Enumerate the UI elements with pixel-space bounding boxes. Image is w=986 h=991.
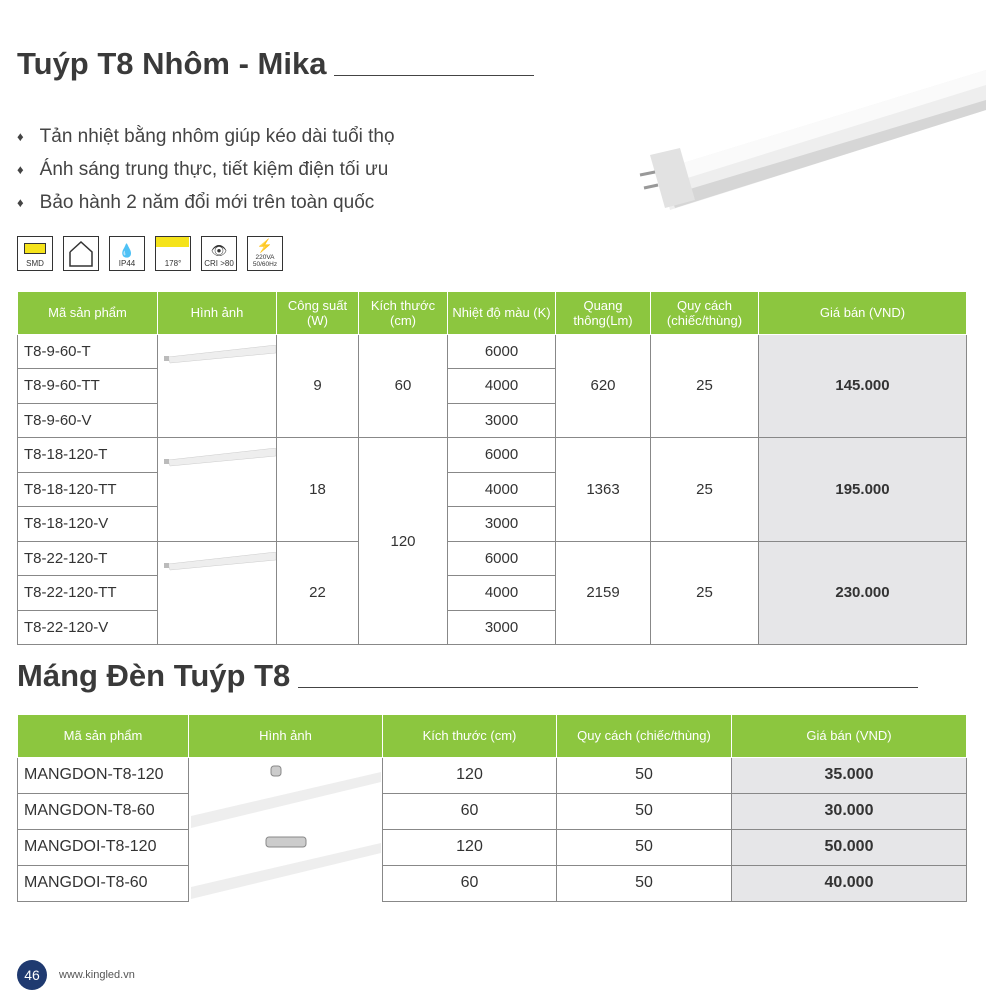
price-cell: 40.000 [732, 865, 967, 901]
section-title-tube [17, 46, 534, 82]
header-size: Kích thước (cm) [359, 292, 448, 334]
smd-icon: SMD [17, 236, 53, 271]
table-header-row [18, 715, 967, 757]
color-temp-cell: 6000 [448, 541, 556, 576]
spec-icons [17, 236, 283, 271]
feature-item [17, 186, 395, 219]
indoor-icon [63, 236, 99, 271]
title-underline [298, 687, 918, 689]
header-price: Giá bán (VND) [759, 292, 967, 334]
table-header-row [18, 292, 967, 334]
title-text: Tuýp T8 Nhôm - Mika [17, 46, 327, 81]
product-code: T8-18-120-TT [18, 472, 158, 507]
size-cell: 60 [383, 865, 557, 901]
feature-text: Bảo hành 2 năm đổi mới trên toàn quốc [39, 191, 375, 213]
product-code: T8-9-60-V [18, 403, 158, 438]
price-cell: 230.000 [759, 541, 967, 645]
size-cell: 60 [383, 793, 557, 829]
pack-cell: 50 [557, 829, 732, 865]
table-row [18, 334, 967, 369]
product-code: MANGDOI-T8-60 [18, 865, 189, 901]
header-image: Hình ảnh [158, 292, 277, 334]
lumen-cell: 1363 [556, 438, 651, 542]
table-row [18, 757, 967, 793]
beam-angle-icon: 178° [155, 236, 191, 271]
tube-product-image [620, 60, 986, 220]
header-pack: Quy cách (chiếc/thùng) [651, 292, 759, 334]
price-cell: 35.000 [732, 757, 967, 793]
product-code: T8-22-120-TT [18, 576, 158, 611]
color-temp-cell: 3000 [448, 507, 556, 542]
power-cell: 9 [277, 334, 359, 438]
header-power: Công suất (W) [277, 292, 359, 334]
color-temp-cell: 4000 [448, 472, 556, 507]
product-image [189, 757, 383, 829]
header-code: Mã sản phẩm [18, 715, 189, 757]
title-underline [334, 75, 534, 77]
diamond-bullet-icon: ♦ [17, 162, 24, 177]
header-color-temp: Nhiệt độ màu (K) [448, 292, 556, 334]
table-row [18, 793, 967, 829]
price-cell: 145.000 [759, 334, 967, 438]
voltage-icon: ⚡ 220VA 50/60Hz [247, 236, 283, 271]
pack-cell: 50 [557, 793, 732, 829]
product-image [158, 438, 277, 542]
feature-text: Tản nhiệt bằng nhôm giúp kéo dài tuổi thọ [39, 125, 395, 147]
product-code: T8-18-120-V [18, 507, 158, 542]
feature-item [17, 153, 395, 186]
table-row [18, 541, 967, 576]
color-temp-cell: 4000 [448, 369, 556, 404]
color-temp-cell: 6000 [448, 334, 556, 369]
pack-cell: 50 [557, 865, 732, 901]
header-pack: Quy cách (chiếc/thùng) [557, 715, 732, 757]
product-code: T8-22-120-V [18, 610, 158, 645]
header-image: Hình ảnh [189, 715, 383, 757]
pack-cell: 50 [557, 757, 732, 793]
header-code: Mã sản phẩm [18, 292, 158, 334]
lumen-cell: 620 [556, 334, 651, 438]
lumen-cell: 2159 [556, 541, 651, 645]
table-row [18, 829, 967, 865]
page-footer [17, 960, 135, 990]
color-temp-cell: 6000 [448, 438, 556, 473]
product-image [158, 334, 277, 438]
product-code: T8-9-60-TT [18, 369, 158, 404]
feature-text: Ánh sáng trung thực, tiết kiệm điện tối ưu [39, 158, 389, 180]
product-code: T8-22-120-T [18, 541, 158, 576]
product-code: MANGDON-T8-120 [18, 757, 189, 793]
size-cell: 120 [359, 438, 448, 645]
product-code: T8-18-120-T [18, 438, 158, 473]
title-text: Máng Đèn Tuýp T8 [17, 658, 291, 693]
tube-price-table [17, 292, 967, 645]
table-row [18, 438, 967, 473]
product-code: MANGDON-T8-60 [18, 793, 189, 829]
header-size: Kích thước (cm) [383, 715, 557, 757]
pack-cell: 25 [651, 438, 759, 542]
size-cell: 120 [383, 829, 557, 865]
diamond-bullet-icon: ♦ [17, 129, 24, 144]
product-code: MANGDOI-T8-120 [18, 829, 189, 865]
color-temp-cell: 3000 [448, 403, 556, 438]
price-cell: 50.000 [732, 829, 967, 865]
price-cell: 30.000 [732, 793, 967, 829]
page-number-badge: 46 [17, 960, 47, 990]
diamond-bullet-icon: ♦ [17, 195, 24, 210]
product-code: T8-9-60-T [18, 334, 158, 369]
header-lumen: Quang thông(Lm) [556, 292, 651, 334]
feature-list [17, 120, 395, 219]
color-temp-cell: 4000 [448, 576, 556, 611]
fixture-price-table [17, 715, 967, 902]
pack-cell: 25 [651, 334, 759, 438]
cri-icon: 👁 CRI >80 [201, 236, 237, 271]
section-title-fixture [17, 658, 918, 694]
table-row [18, 865, 967, 901]
price-cell: 195.000 [759, 438, 967, 542]
size-cell: 120 [383, 757, 557, 793]
power-cell: 22 [277, 541, 359, 645]
header-price: Giá bán (VND) [732, 715, 967, 757]
product-image [158, 541, 277, 645]
website-link[interactable]: www.kingled.vn [59, 969, 135, 981]
product-image [189, 829, 383, 901]
power-cell: 18 [277, 438, 359, 542]
feature-item [17, 120, 395, 153]
size-cell: 60 [359, 334, 448, 438]
color-temp-cell: 3000 [448, 610, 556, 645]
ip44-icon: 💧 IP44 [109, 236, 145, 271]
pack-cell: 25 [651, 541, 759, 645]
